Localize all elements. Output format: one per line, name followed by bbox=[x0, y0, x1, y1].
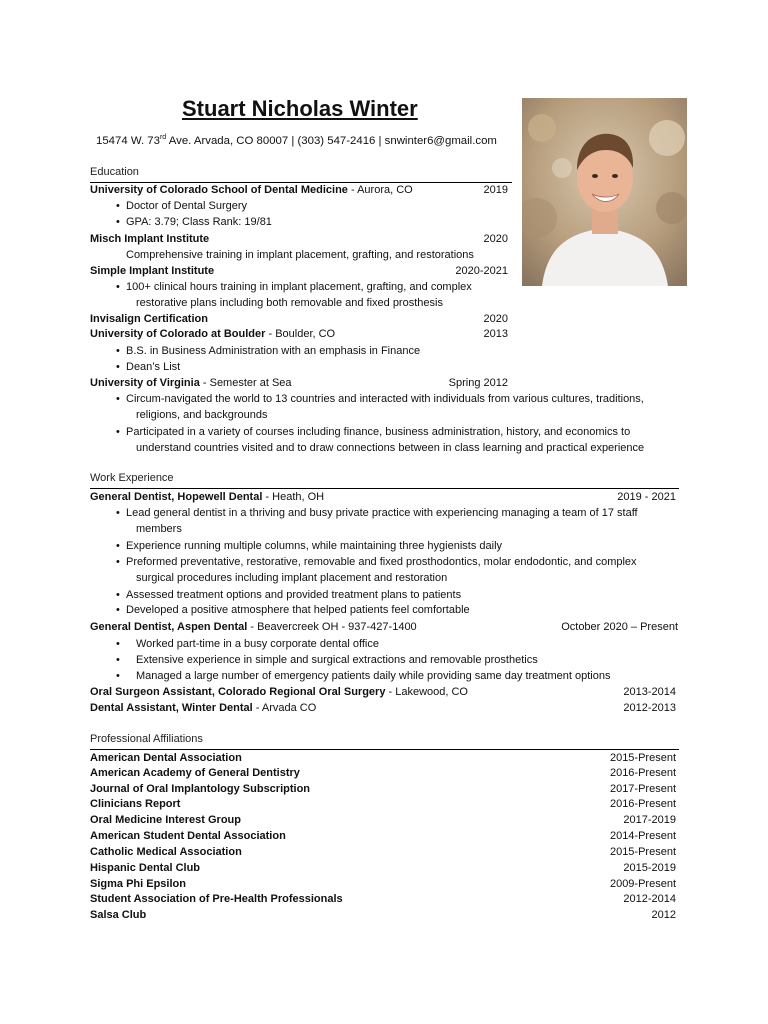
edu-entry-simple-implant: Simple Implant Institute bbox=[90, 265, 215, 277]
affiliation-name: Sigma Phi Epsilon bbox=[90, 878, 186, 890]
edu-date: 2020-2021 bbox=[455, 265, 508, 277]
affiliation-name: American Dental Association bbox=[90, 752, 242, 764]
section-title-education: Education bbox=[90, 166, 139, 178]
edu-date: 2020 bbox=[483, 313, 508, 325]
edu-description: Comprehensive training in implant placement, grafting, and restorations bbox=[126, 249, 474, 261]
work-date: 2012-2013 bbox=[623, 702, 676, 714]
affiliation-name: American Student Dental Association bbox=[90, 830, 286, 842]
contact-rest: Ave. Arvada, CO 80007 | (303) 547-2416 | snwinter6@gmail.com bbox=[166, 134, 497, 147]
affiliation-date: 2012-2014 bbox=[623, 893, 676, 905]
contact-address-start: 15474 W. 73 bbox=[96, 134, 160, 147]
edu-bullet-continuation: restorative plans including both removable and fixed prosthesis bbox=[136, 297, 443, 309]
work-date: 2019 - 2021 bbox=[617, 491, 676, 503]
work-entry-oral-surgeon: Oral Surgeon Assistant, Colorado Regional Oral Surgery - Lakewood, CO bbox=[90, 686, 468, 698]
work-date: October 2020 – Present bbox=[561, 621, 678, 633]
work-bullet-continuation: surgical procedures including implant placement and restoration bbox=[136, 572, 448, 584]
edu-bullet-continuation: understand countries visited and to draw connections between in class learning and practical experience bbox=[136, 442, 645, 454]
edu-entry-misch: Misch Implant Institute bbox=[90, 233, 210, 245]
affiliation-date: 2015-Present bbox=[609, 752, 676, 764]
edu-bullet-continuation: religions, and backgrounds bbox=[136, 409, 268, 421]
affiliation-date: 2015-Present bbox=[609, 846, 676, 858]
affiliation-name: Oral Medicine Interest Group bbox=[90, 814, 241, 826]
affiliation-name: Student Association of Pre-Health Professionals bbox=[90, 893, 343, 905]
section-title-affiliations: Professional Affiliations bbox=[90, 733, 203, 745]
section-title-work: Work Experience bbox=[90, 472, 174, 484]
edu-entry-cu-boulder: University of Colorado at Boulder - Boulder, CO bbox=[90, 328, 336, 340]
contact-ordinal: rd bbox=[159, 134, 167, 141]
work-bullet-continuation: members bbox=[136, 523, 182, 535]
edu-date: 2020 bbox=[483, 233, 508, 245]
affiliation-name: American Academy of General Dentistry bbox=[90, 767, 300, 779]
edu-entry-invisalign: Invisalign Certification bbox=[90, 313, 208, 325]
work-entry-aspen: General Dentist, Aspen Dental - Beavercreek OH - 937-427-1400 bbox=[90, 621, 417, 633]
edu-entry-uva: University of Virginia - Semester at Sea bbox=[90, 377, 292, 389]
work-entry-hopewell: General Dentist, Hopewell Dental - Heath, OH bbox=[90, 491, 325, 503]
affiliation-name: Catholic Medical Association bbox=[90, 846, 242, 858]
affiliation-date: 2016-Present bbox=[609, 798, 676, 810]
affiliation-date: 2012 bbox=[651, 909, 676, 921]
affiliation-date: 2009-Present bbox=[609, 878, 676, 890]
affiliation-name: Hispanic Dental Club bbox=[90, 862, 201, 874]
affiliation-date: 2016-Present bbox=[609, 767, 676, 779]
edu-date: Spring 2012 bbox=[448, 377, 508, 389]
affiliation-date: 2017-Present bbox=[609, 783, 676, 795]
affiliation-name: Salsa Club bbox=[90, 909, 147, 921]
work-entry-winter-dental: Dental Assistant, Winter Dental - Arvada CO bbox=[90, 702, 317, 714]
edu-date: 2019 bbox=[483, 184, 508, 196]
affiliation-date: 2017-2019 bbox=[623, 814, 676, 826]
affiliation-date: 2015-2019 bbox=[623, 862, 676, 874]
work-date: 2013-2014 bbox=[623, 686, 676, 698]
portrait-illustration bbox=[522, 98, 687, 286]
contact-line bbox=[96, 134, 497, 147]
affiliation-date: 2014-Present bbox=[609, 830, 676, 842]
edu-date: 2013 bbox=[483, 328, 508, 340]
affiliation-name: Clinicians Report bbox=[90, 798, 181, 810]
edu-entry-ucsdm: University of Colorado School of Dental Medicine - Aurora, CO bbox=[90, 184, 413, 196]
profile-photo bbox=[522, 98, 687, 286]
affiliation-name: Journal of Oral Implantology Subscription bbox=[90, 783, 311, 795]
resume-name: Stuart Nicholas Winter bbox=[182, 96, 418, 121]
